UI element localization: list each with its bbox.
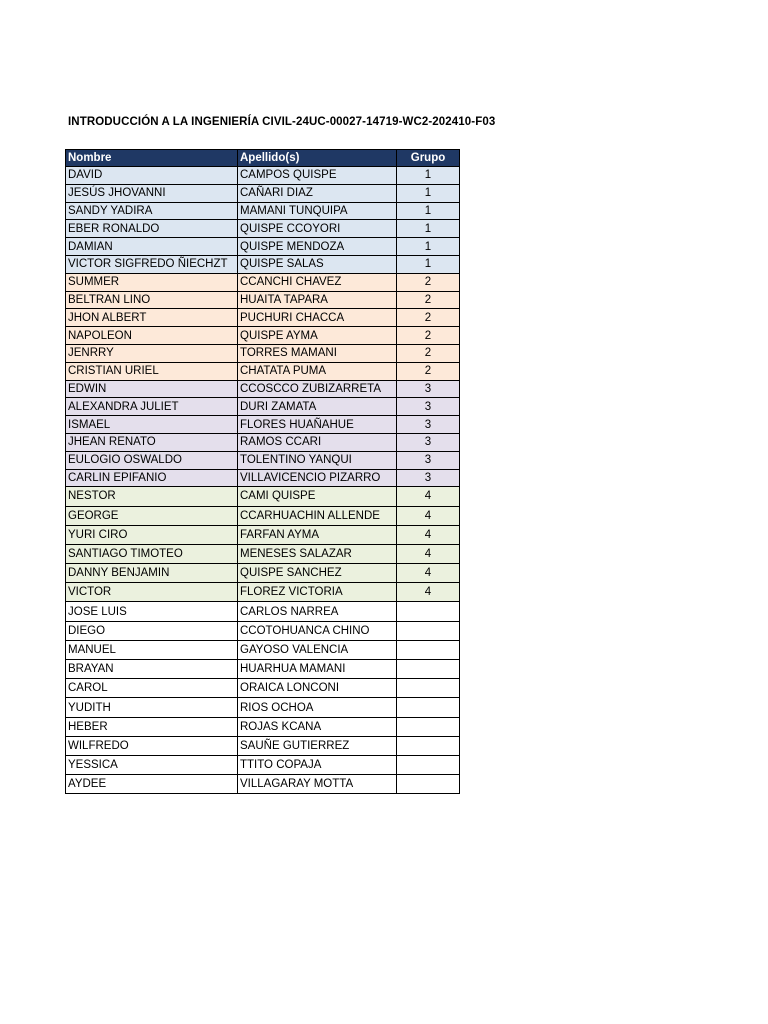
table-row xyxy=(66,255,460,273)
student-name-cell: SANTIAGO TIMOTEO xyxy=(66,544,238,563)
student-name-cell: AYDEE xyxy=(66,775,238,794)
table-row xyxy=(66,698,460,717)
table-row xyxy=(66,736,460,755)
table-row xyxy=(66,451,460,469)
table-row xyxy=(66,327,460,345)
student-surname-cell: MENESES SALAZAR xyxy=(238,544,397,563)
student-surname-cell: CAMPOS QUISPE xyxy=(238,167,397,185)
student-group-cell: 2 xyxy=(397,327,460,345)
table-row xyxy=(66,717,460,736)
student-group-cell: 2 xyxy=(397,291,460,309)
student-name-cell: DAMIAN xyxy=(66,238,238,256)
table-row xyxy=(66,602,460,621)
student-surname-cell: DURI ZAMATA xyxy=(238,398,397,416)
student-surname-cell: CCOTOHUANCA CHINO xyxy=(238,621,397,640)
student-name-cell: EBER RONALDO xyxy=(66,220,238,238)
student-surname-cell: ROJAS KCANA xyxy=(238,717,397,736)
student-surname-cell: ORAICA LONCONI xyxy=(238,679,397,698)
student-group-cell: 3 xyxy=(397,469,460,487)
table-row xyxy=(66,184,460,202)
student-surname-cell: VILLAVICENCIO PIZARRO xyxy=(238,469,397,487)
student-name-cell: YESSICA xyxy=(66,755,238,774)
student-name-cell: ALEXANDRA JULIET xyxy=(66,398,238,416)
student-surname-cell: CCANCHI CHAVEZ xyxy=(238,273,397,291)
student-surname-cell: MAMANI TUNQUIPA xyxy=(238,202,397,220)
student-name-cell: MANUEL xyxy=(66,640,238,659)
table-row xyxy=(66,469,460,487)
table-row xyxy=(66,564,460,583)
student-name-cell: EULOGIO OSWALDO xyxy=(66,451,238,469)
student-surname-cell: PUCHURI CHACCA xyxy=(238,309,397,327)
student-name-cell: BRAYAN xyxy=(66,660,238,679)
table-row xyxy=(66,202,460,220)
table-row xyxy=(66,679,460,698)
table-row xyxy=(66,362,460,380)
table-row xyxy=(66,506,460,525)
student-surname-cell: TOLENTINO YANQUI xyxy=(238,451,397,469)
student-surname-cell: CARLOS NARREA xyxy=(238,602,397,621)
table-row xyxy=(66,544,460,563)
student-name-cell: EDWIN xyxy=(66,380,238,398)
student-group-cell xyxy=(397,602,460,621)
student-group-cell: 4 xyxy=(397,544,460,563)
student-name-cell: SANDY YADIRA xyxy=(66,202,238,220)
student-surname-cell: GAYOSO VALENCIA xyxy=(238,640,397,659)
student-name-cell: JHEAN RENATO xyxy=(66,433,238,451)
student-name-cell: JHON ALBERT xyxy=(66,309,238,327)
column-header-name: Nombre xyxy=(66,150,238,167)
table-row xyxy=(66,416,460,434)
student-surname-cell: TTITO COPAJA xyxy=(238,755,397,774)
student-name-cell: JESÚS JHOVANNI xyxy=(66,184,238,202)
student-name-cell: WILFREDO xyxy=(66,736,238,755)
student-group-cell: 1 xyxy=(397,255,460,273)
document-title: INTRODUCCIÓN A LA INGENIERÍA CIVIL-24UC-00027-14719-WC2-202410-F03 xyxy=(68,116,496,128)
student-group-cell: 2 xyxy=(397,309,460,327)
student-surname-cell: CCOSCCO ZUBIZARRETA xyxy=(238,380,397,398)
student-group-cell: 1 xyxy=(397,238,460,256)
student-group-table xyxy=(65,149,460,794)
table-row xyxy=(66,398,460,416)
table-row xyxy=(66,167,460,185)
table-row xyxy=(66,621,460,640)
column-header-group: Grupo xyxy=(397,150,460,167)
student-name-cell: DAVID xyxy=(66,167,238,185)
student-group-cell: 1 xyxy=(397,202,460,220)
student-group-cell: 1 xyxy=(397,184,460,202)
student-name-cell: VICTOR xyxy=(66,583,238,602)
student-group-cell xyxy=(397,621,460,640)
student-group-cell: 3 xyxy=(397,433,460,451)
student-surname-cell: SAUÑE GUTIERREZ xyxy=(238,736,397,755)
student-group-cell xyxy=(397,698,460,717)
table-row xyxy=(66,660,460,679)
student-surname-cell: CCARHUACHIN ALLENDE xyxy=(238,506,397,525)
student-group-cell: 2 xyxy=(397,273,460,291)
student-name-cell: DIEGO xyxy=(66,621,238,640)
table-row xyxy=(66,273,460,291)
student-group-cell xyxy=(397,640,460,659)
student-name-cell: YUDITH xyxy=(66,698,238,717)
student-name-cell: JENRRY xyxy=(66,344,238,362)
table-row xyxy=(66,238,460,256)
table-row xyxy=(66,755,460,774)
student-name-cell: YURI CIRO xyxy=(66,525,238,544)
student-surname-cell: CAMI QUISPE xyxy=(238,487,397,506)
table-row xyxy=(66,583,460,602)
student-surname-cell: CHATATA PUMA xyxy=(238,362,397,380)
student-name-cell: ISMAEL xyxy=(66,416,238,434)
table-row xyxy=(66,344,460,362)
header-row xyxy=(66,150,460,167)
student-surname-cell: QUISPE SANCHEZ xyxy=(238,564,397,583)
student-name-cell: GEORGE xyxy=(66,506,238,525)
student-group-cell: 1 xyxy=(397,220,460,238)
student-group-cell: 2 xyxy=(397,344,460,362)
column-header-surname: Apellido(s) xyxy=(238,150,397,167)
student-surname-cell: FARFAN AYMA xyxy=(238,525,397,544)
table-row xyxy=(66,291,460,309)
student-group-cell xyxy=(397,755,460,774)
table-body xyxy=(66,167,460,794)
student-name-cell: VICTOR SIGFREDO ÑIECHZT xyxy=(66,255,238,273)
student-group-cell: 1 xyxy=(397,167,460,185)
student-surname-cell: RIOS OCHOA xyxy=(238,698,397,717)
table-header xyxy=(66,150,460,167)
student-group-cell: 3 xyxy=(397,398,460,416)
student-group-cell: 4 xyxy=(397,583,460,602)
student-surname-cell: FLOREZ VICTORIA xyxy=(238,583,397,602)
student-group-cell xyxy=(397,717,460,736)
student-name-cell: CARLIN EPIFANIO xyxy=(66,469,238,487)
student-group-cell xyxy=(397,660,460,679)
student-name-cell: DANNY BENJAMIN xyxy=(66,564,238,583)
table-row xyxy=(66,433,460,451)
student-name-cell: SUMMER xyxy=(66,273,238,291)
table-row xyxy=(66,220,460,238)
student-surname-cell: HUARHUA MAMANI xyxy=(238,660,397,679)
table-row xyxy=(66,487,460,506)
student-group-cell: 4 xyxy=(397,506,460,525)
student-group-cell: 4 xyxy=(397,487,460,506)
student-name-cell: CAROL xyxy=(66,679,238,698)
student-group-cell xyxy=(397,736,460,755)
student-group-cell: 3 xyxy=(397,451,460,469)
student-surname-cell: FLORES HUAÑAHUE xyxy=(238,416,397,434)
student-surname-cell: HUAITA TAPARA xyxy=(238,291,397,309)
table-row xyxy=(66,380,460,398)
student-surname-cell: QUISPE CCOYORI xyxy=(238,220,397,238)
table-row xyxy=(66,309,460,327)
student-name-cell: CRISTIAN URIEL xyxy=(66,362,238,380)
student-group-cell xyxy=(397,775,460,794)
student-name-cell: JOSE LUIS xyxy=(66,602,238,621)
student-surname-cell: CAÑARI DIAZ xyxy=(238,184,397,202)
student-group-cell: 3 xyxy=(397,380,460,398)
student-group-cell xyxy=(397,679,460,698)
student-name-cell: NESTOR xyxy=(66,487,238,506)
student-surname-cell: QUISPE SALAS xyxy=(238,255,397,273)
student-surname-cell: QUISPE AYMA xyxy=(238,327,397,345)
student-group-cell: 4 xyxy=(397,525,460,544)
student-group-cell: 3 xyxy=(397,416,460,434)
student-surname-cell: RAMOS CCARI xyxy=(238,433,397,451)
student-name-cell: BELTRAN LINO xyxy=(66,291,238,309)
student-surname-cell: TORRES MAMANI xyxy=(238,344,397,362)
student-surname-cell: VILLAGARAY MOTTA xyxy=(238,775,397,794)
table-row xyxy=(66,640,460,659)
student-name-cell: HEBER xyxy=(66,717,238,736)
student-name-cell: NAPOLEON xyxy=(66,327,238,345)
student-surname-cell: QUISPE MENDOZA xyxy=(238,238,397,256)
student-group-cell: 2 xyxy=(397,362,460,380)
table-row xyxy=(66,775,460,794)
student-group-cell: 4 xyxy=(397,564,460,583)
table-row xyxy=(66,525,460,544)
